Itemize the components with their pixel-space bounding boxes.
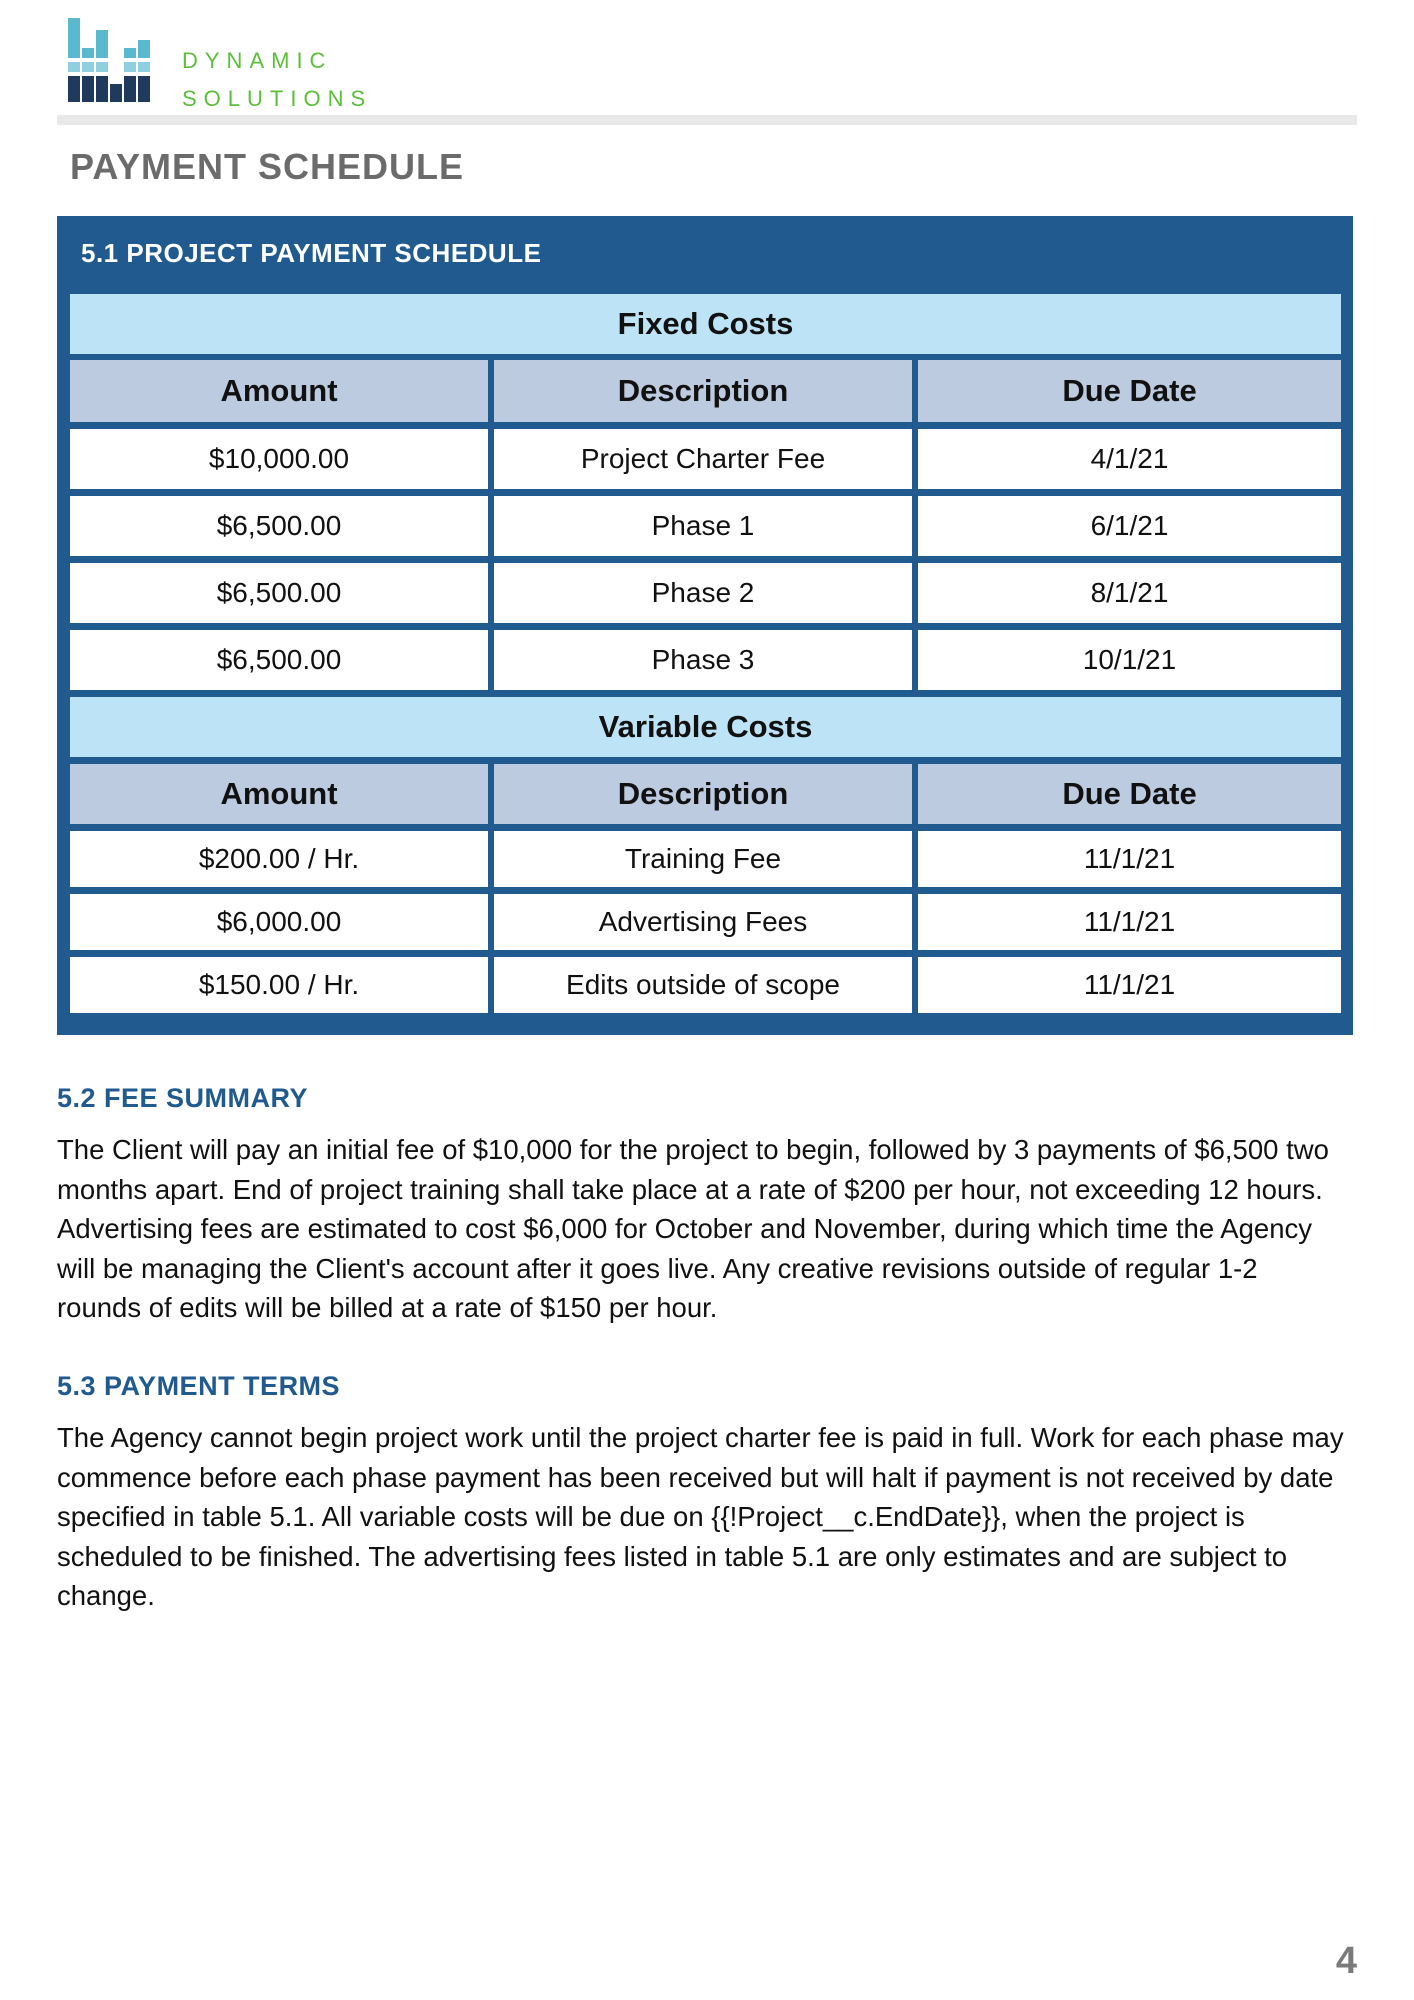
page-number: 4 bbox=[1335, 1940, 1357, 1982]
header-divider bbox=[57, 115, 1357, 125]
fixed-row-1-amount: $10,000.00 bbox=[70, 429, 488, 489]
variable-row-1-due-date: 11/1/21 bbox=[918, 831, 1341, 887]
fixed-row-2-description: Phase 1 bbox=[494, 496, 912, 556]
fixed-header-description: Description bbox=[494, 360, 912, 422]
fixed-row-1-due-date: 4/1/21 bbox=[918, 429, 1341, 489]
logo-line-solutions: SOLUTIONS bbox=[182, 86, 373, 111]
variable-row-1-description: Training Fee bbox=[494, 831, 912, 887]
variable-header-description: Description bbox=[494, 764, 912, 824]
variable-costs-band: Variable Costs bbox=[70, 697, 1341, 757]
fixed-header-amount: Amount bbox=[70, 360, 488, 422]
payment-schedule-table bbox=[57, 216, 1353, 1035]
variable-row-3-amount: $150.00 / Hr. bbox=[70, 957, 488, 1013]
payment-terms-heading: 5.3 PAYMENT TERMS bbox=[57, 1371, 341, 1401]
fixed-row-3-due-date: 8/1/21 bbox=[918, 563, 1341, 623]
variable-row-2-amount: $6,000.00 bbox=[70, 894, 488, 950]
company-logo bbox=[68, 18, 388, 111]
fixed-row-2-amount: $6,500.00 bbox=[70, 496, 488, 556]
bar-chart-logo-icon bbox=[68, 18, 168, 102]
variable-header-due-date: Due Date bbox=[918, 764, 1341, 824]
fixed-row-4-amount: $6,500.00 bbox=[70, 630, 488, 690]
payment-terms-text: The Agency cannot begin project work until the project charter fee is paid in full. Work for each phase may commence before each phase payment has been received but will halt if payment is not received by date specified in table 5.1. All variable costs will be due on {{!Project__c.EndDate}}, when the project is scheduled to be finished. The advertising fees listed in table 5.1 are only estimates and are subject to change. bbox=[57, 1422, 1344, 1611]
fee-summary-heading: 5.2 FEE SUMMARY bbox=[57, 1083, 309, 1113]
logo-line-dynamic: DYNAMIC bbox=[182, 48, 333, 73]
variable-row-2-due-date: 11/1/21 bbox=[918, 894, 1341, 950]
variable-row-3-due-date: 11/1/21 bbox=[918, 957, 1341, 1013]
fixed-row-4-due-date: 10/1/21 bbox=[918, 630, 1341, 690]
variable-row-3-description: Edits outside of scope bbox=[494, 957, 912, 1013]
fee-summary-text: The Client will pay an initial fee of $10,000 for the project to begin, followed by 3 payments of $6,500 two months apart. End of project training shall take place at a rate of $200 per hour, not exceeding 12 hours. Advertising fees are estimated to cost $6,000 for October and November, during which time the Agency will be managing the Client's account after it goes live. Any creative revisions outside of regular 1-2 rounds of edits will be billed at a rate of $150 per hour. bbox=[57, 1134, 1329, 1323]
variable-header-amount: Amount bbox=[70, 764, 488, 824]
fixed-row-3-description: Phase 2 bbox=[494, 563, 912, 623]
logo-wordmark bbox=[182, 42, 372, 118]
variable-row-1-amount: $200.00 / Hr. bbox=[70, 831, 488, 887]
fixed-row-4-description: Phase 3 bbox=[494, 630, 912, 690]
fixed-row-3-amount: $6,500.00 bbox=[70, 563, 488, 623]
fixed-row-2-due-date: 6/1/21 bbox=[918, 496, 1341, 556]
fixed-costs-band: Fixed Costs bbox=[70, 294, 1341, 354]
fixed-row-1-description: Project Charter Fee bbox=[494, 429, 912, 489]
variable-row-2-description: Advertising Fees bbox=[494, 894, 912, 950]
page-title: PAYMENT SCHEDULE bbox=[70, 146, 465, 187]
table-title: 5.1 PROJECT PAYMENT SCHEDULE bbox=[81, 238, 542, 268]
fixed-header-due-date: Due Date bbox=[918, 360, 1341, 422]
